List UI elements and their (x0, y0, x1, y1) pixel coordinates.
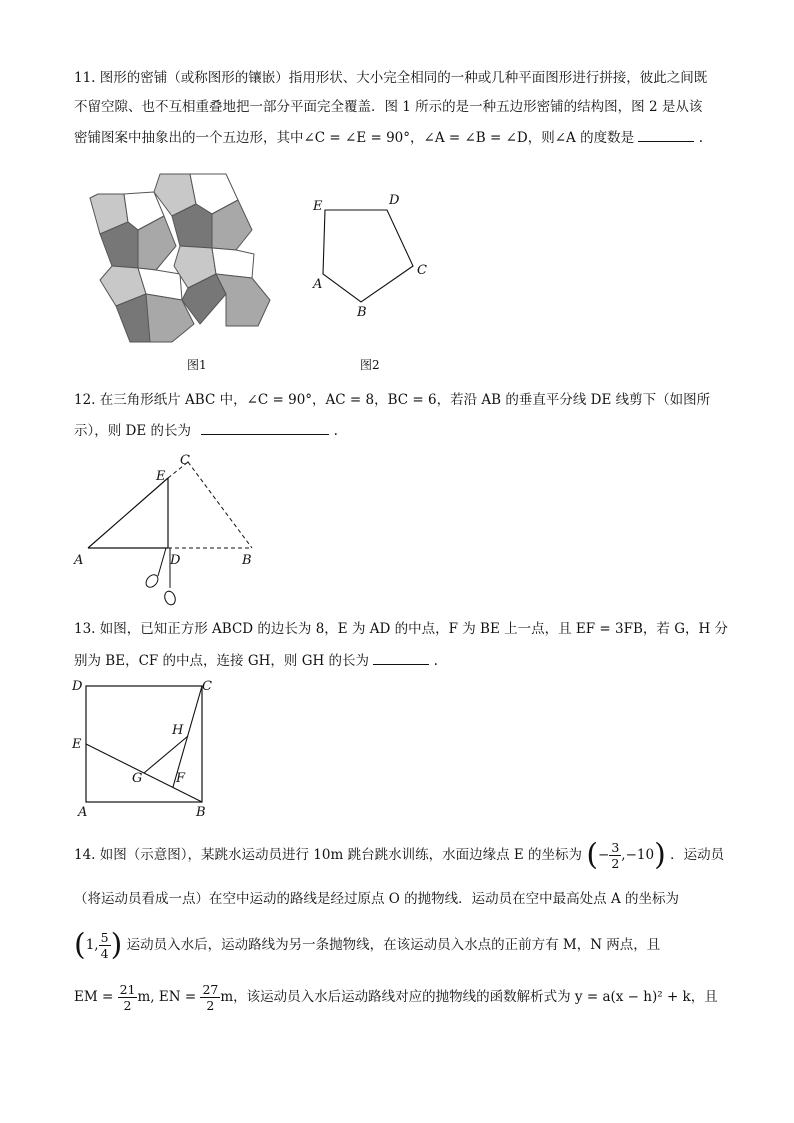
q13-label-C: C (202, 679, 212, 694)
q11-figure-2-pentagon (305, 188, 435, 328)
em-den: 2 (123, 998, 132, 1013)
fig2-label-C: C (417, 263, 427, 278)
q12-label-C: C (180, 453, 190, 468)
q13-label-F: F (176, 771, 186, 786)
q12-line-2-end: . (333, 423, 338, 439)
q12-line-2 (74, 420, 338, 441)
q12-line-2-text: 示），则 DE 的长为 (74, 423, 192, 439)
q11-line-3-end: . (698, 130, 703, 146)
minus-sign: − (598, 847, 610, 863)
q12-label-A: A (74, 553, 84, 568)
q11-figure-2-caption: 图2 (360, 358, 380, 372)
q12-answer-blank (201, 420, 329, 435)
en-den: 2 (206, 998, 215, 1013)
q13-line-2-end: . (433, 653, 438, 669)
q13-label-G: G (132, 771, 143, 786)
en-label: m, EN = (137, 989, 197, 1005)
q11-line-3 (74, 127, 703, 148)
q14-line-4 (74, 980, 718, 1014)
paren-open: ( (586, 837, 599, 873)
em-num: 21 (119, 982, 136, 997)
q11-line-1: 11. 图形的密铺（或称图形的镶嵌）指用形状、大小完全相同的一种或几种平面图形进行拼接，彼此之间既 (74, 70, 708, 86)
q11-line-3-text: 密铺图案中抽象出的一个五边形，其中∠C = ∠E = 90°，∠A = ∠B = ∠D，则∠A 的度数是 (74, 130, 635, 146)
em-fraction (118, 982, 138, 1013)
q11-figure-1-caption: 图1 (187, 358, 207, 372)
coord-e-num: 3 (611, 840, 620, 855)
fig2-label-D: D (389, 193, 400, 208)
q12-triangle-figure (68, 448, 268, 608)
q13-label-H: H (172, 723, 184, 738)
q14-line-1-post: ．运动员 (670, 847, 725, 863)
q13-square-figure (68, 674, 228, 820)
fig2-label-B: B (357, 305, 367, 320)
q14-line-4-post: m，该运动员入水后运动路线对应的抛物线的函数解析式为 y = a(x − h)² + k，且 (220, 989, 718, 1005)
coord-e-den: 2 (611, 856, 620, 871)
q13-label-B: B (196, 805, 206, 820)
en-fraction (200, 982, 220, 1013)
q13-line-2-text: 别为 BE，CF 的中点，连接 GH，则 GH 的长为 (74, 653, 370, 669)
scissors-handle (163, 590, 177, 607)
fig2-label-E: E (313, 199, 323, 214)
q14-line-2: （将运动员看成一点）在空中运动的路线是经过原点 O 的抛物线．运动员在空中最高处点 A 的坐标为 (74, 891, 679, 907)
coord-a-fraction (99, 930, 111, 961)
q13-answer-blank (373, 650, 429, 665)
coord-a-num: 5 (100, 930, 109, 945)
em-label: EM = (74, 989, 114, 1005)
comma: , (621, 847, 626, 863)
q13-label-D: D (72, 679, 83, 694)
q12-line-1: 12. 在三角形纸片 ABC 中，∠C = 90°，AC = 8，BC = 6，若沿 AB 的垂直平分线 DE 线剪下（如图所 (74, 392, 711, 408)
q13-label-A: A (78, 805, 88, 820)
coord-a-x: 1, (85, 937, 99, 953)
q13-line-1: 13. 如图，已知正方形 ABCD 的边长为 8，E 为 AD 的中点，F 为 BE 上一点，且 EF = 3FB，若 G，H 分 (74, 621, 729, 637)
fig2-label-A: A (313, 277, 323, 292)
coord-e-fraction (609, 840, 621, 871)
en-num: 27 (202, 982, 219, 997)
q14-line-3 (74, 928, 660, 963)
q12-label-E: E (156, 469, 166, 484)
q11-answer-blank (638, 127, 694, 142)
q14-line-3-post: 运动员入水后，运动路线为另一条抛物线，在该运动员入水点的正前方有 M，N 两点，且 (126, 937, 661, 953)
paren-close: ) (110, 927, 123, 963)
tile (216, 274, 270, 326)
q14-line-1 (74, 838, 724, 873)
q14-line-1-pre: 14. 如图（示意图），某跳水运动员进行 10m 跳台跳水训练，水面边缘点 E 的坐标为 (74, 847, 583, 863)
paren-close: ) (654, 837, 666, 873)
q13-line-2 (74, 650, 438, 671)
q12-label-B: B (242, 553, 252, 568)
paren-open: ( (74, 927, 86, 963)
q11-figure-1-tessellation (76, 170, 276, 348)
tile (212, 248, 254, 278)
q11-line-2: 不留空隙、也不互相重叠地把一部分平面完全覆盖．图 1 所示的是一种五边形密铺的结构图，图 2 是从该 (74, 99, 703, 115)
q13-label-E: E (72, 737, 82, 752)
coord-e-y: −10 (625, 847, 655, 863)
q12-label-D: D (170, 553, 181, 568)
coord-a-den: 4 (100, 946, 109, 961)
